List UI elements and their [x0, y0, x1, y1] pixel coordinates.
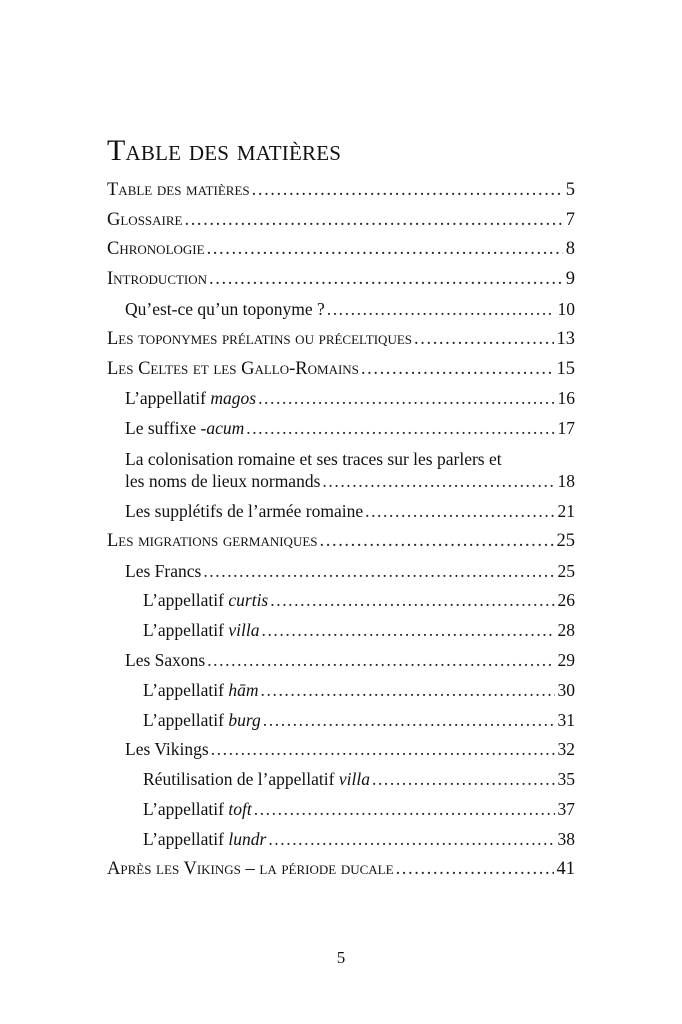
- toc-entry-label: [107, 358, 359, 380]
- toc-entry-page-number: 21: [557, 500, 575, 521]
- toc-entry[interactable]: [107, 383, 575, 413]
- toc-entry[interactable]: [107, 644, 575, 674]
- toc-entry-text: Introduction: [107, 269, 208, 290]
- toc-entry[interactable]: [107, 823, 575, 853]
- toc-entry-text: Réutilisation de l’appellatif: [143, 769, 339, 790]
- toc-entry[interactable]: [107, 734, 575, 764]
- toc-entry-text: Glossaire: [107, 209, 183, 230]
- toc-entry-text: Les Francs: [125, 560, 202, 581]
- toc-entry-text: Après les Vikings – la période ducale: [107, 858, 394, 879]
- dot-leader: [203, 560, 554, 582]
- page-title: Table des matières: [107, 134, 342, 167]
- toc-entry-page-number: 38: [557, 828, 575, 849]
- dot-leader: [207, 238, 563, 260]
- toc-entry[interactable]: [107, 323, 575, 353]
- toc-entry[interactable]: [107, 204, 575, 234]
- dot-leader: [320, 530, 554, 552]
- dot-leader: [365, 500, 554, 522]
- toc-entry-label: [143, 589, 268, 611]
- toc-entry-text: Chronologie: [107, 239, 205, 260]
- toc-entry-text: les noms de lieux normands: [125, 471, 321, 492]
- toc-entry-label: [107, 268, 207, 290]
- toc-entry[interactable]: [107, 174, 575, 204]
- toc-entry-text: Les Celtes et les Gallo-Romains: [107, 358, 359, 379]
- toc-entry-label: [143, 709, 261, 731]
- dot-leader: [268, 828, 554, 850]
- toc-entry-label: [107, 858, 394, 880]
- toc-entry[interactable]: [107, 793, 575, 823]
- toc-entry-page-number: 8: [565, 239, 575, 260]
- table-of-contents: [107, 174, 575, 883]
- toc-entry-page-number: 30: [557, 679, 575, 700]
- toc-entry-label: [143, 768, 370, 790]
- toc-entry-label: [107, 179, 250, 201]
- toc-entry[interactable]: [107, 585, 575, 615]
- toc-entry-text: L’appellatif: [143, 590, 229, 611]
- toc-entry-italic-term: villa: [338, 769, 370, 790]
- toc-entry-italic-term: -acum: [200, 418, 245, 439]
- toc-entry-text: Les Vikings: [125, 739, 209, 760]
- dot-leader: [270, 589, 554, 611]
- toc-entry-label: [125, 500, 363, 522]
- toc-entry-italic-term: hām: [228, 679, 259, 700]
- dot-leader: [209, 268, 563, 290]
- toc-entry-label: [143, 619, 259, 641]
- toc-entry-text: Les Saxons: [125, 649, 206, 670]
- toc-entry-label: [125, 738, 209, 760]
- toc-entry-label: [107, 530, 318, 552]
- dot-leader: [246, 417, 554, 439]
- toc-entry-page-number: 37: [557, 798, 575, 819]
- toc-entry-page-number: 13: [556, 328, 575, 349]
- toc-entry-text: L’appellatif: [143, 798, 229, 819]
- toc-entry-text: Les supplétifs de l’armée romaine: [125, 500, 364, 521]
- toc-entry-page-number: 10: [557, 298, 575, 319]
- toc-entry-page-number: 18: [557, 471, 575, 492]
- dot-leader: [361, 358, 554, 380]
- toc-entry[interactable]: [107, 614, 575, 644]
- dot-leader: [396, 858, 554, 880]
- toc-entry-page-number: 25: [556, 530, 575, 551]
- toc-entry-label: [143, 679, 259, 701]
- dot-leader: [322, 470, 554, 492]
- toc-entry-page-number: 41: [556, 858, 575, 879]
- toc-entry-page-number: 35: [557, 769, 575, 790]
- toc-entry-label: [125, 560, 201, 582]
- toc-entry-page-number: 32: [557, 739, 575, 760]
- toc-entry[interactable]: [107, 263, 575, 293]
- dot-leader: [414, 328, 553, 350]
- toc-entry-text: L’appellatif: [143, 679, 229, 700]
- dot-leader: [261, 619, 554, 641]
- page-number: 5: [336, 948, 346, 967]
- dot-leader: [254, 798, 555, 820]
- dot-leader: [261, 679, 555, 701]
- toc-entry-text: Les toponymes prélatins ou préceltiques: [107, 328, 413, 349]
- dot-leader: [258, 387, 554, 409]
- dot-leader: [211, 738, 555, 760]
- toc-entry-label: [125, 387, 256, 409]
- toc-entry-text: Table des matières: [107, 179, 250, 200]
- toc-entry-line2: [125, 470, 575, 492]
- toc-entry-label: [125, 417, 244, 439]
- toc-entry-page-number: 31: [557, 709, 575, 730]
- toc-entry-text: L’appellatif: [125, 388, 211, 409]
- dot-leader: [263, 709, 555, 731]
- toc-entry-italic-term: lundr: [228, 828, 267, 849]
- toc-entry-italic-term: burg: [228, 709, 261, 730]
- toc-entry-italic-term: magos: [210, 388, 257, 409]
- toc-entry[interactable]: [107, 495, 575, 525]
- toc-entry-text: Les migrations germaniques: [107, 530, 318, 551]
- dot-leader: [252, 179, 563, 201]
- dot-leader: [327, 298, 555, 320]
- toc-entry-italic-term: toft: [228, 798, 252, 819]
- toc-entry[interactable]: [107, 763, 575, 793]
- toc-entry-text: Le suffixe: [125, 418, 201, 439]
- toc-entry[interactable]: [107, 442, 575, 495]
- toc-entry-label: [125, 470, 320, 492]
- toc-entry[interactable]: [107, 525, 575, 555]
- toc-entry[interactable]: [107, 234, 575, 264]
- toc-entry-page-number: 26: [557, 590, 575, 611]
- toc-entry-page-number: 16: [557, 388, 575, 409]
- dot-leader: [207, 649, 554, 671]
- toc-entry[interactable]: [107, 353, 575, 383]
- toc-entry-label: [107, 328, 412, 350]
- toc-entry-page-number: 25: [557, 560, 575, 581]
- toc-entry-label-line1: La colonisation romaine et ses traces sur les parlers et: [125, 449, 502, 470]
- toc-entry-label: [125, 298, 325, 320]
- toc-entry[interactable]: [107, 555, 575, 585]
- toc-entry-italic-term: curtis: [228, 590, 269, 611]
- toc-entry-page-number: 7: [565, 209, 575, 230]
- dot-leader: [184, 209, 562, 231]
- toc-entry-text: L’appellatif: [143, 709, 229, 730]
- toc-entry[interactable]: [107, 704, 575, 734]
- toc-entry[interactable]: [107, 293, 575, 323]
- toc-entry-label: [107, 209, 182, 231]
- toc-entry-label: [107, 238, 205, 260]
- toc-entry-page-number: 17: [557, 418, 575, 439]
- toc-entry-label: [143, 798, 252, 820]
- toc-entry-page-number: 15: [556, 358, 575, 379]
- toc-entry-text: L’appellatif: [143, 620, 229, 641]
- toc-entry-page-number: 9: [565, 269, 575, 290]
- dot-leader: [372, 768, 555, 790]
- toc-entry-label: [125, 649, 205, 671]
- toc-entry-page-number: 28: [557, 620, 575, 641]
- toc-entry-text: Qu’est-ce qu’un toponyme ?: [125, 298, 325, 319]
- toc-entry[interactable]: [107, 674, 575, 704]
- toc-entry-italic-term: villa: [228, 620, 260, 641]
- toc-entry-page-number: 5: [565, 179, 575, 200]
- toc-entry[interactable]: [107, 853, 575, 883]
- toc-entry-page-number: 29: [557, 649, 575, 670]
- toc-entry[interactable]: [107, 412, 575, 442]
- toc-entry-text: L’appellatif: [143, 828, 229, 849]
- toc-entry-label: [143, 828, 266, 850]
